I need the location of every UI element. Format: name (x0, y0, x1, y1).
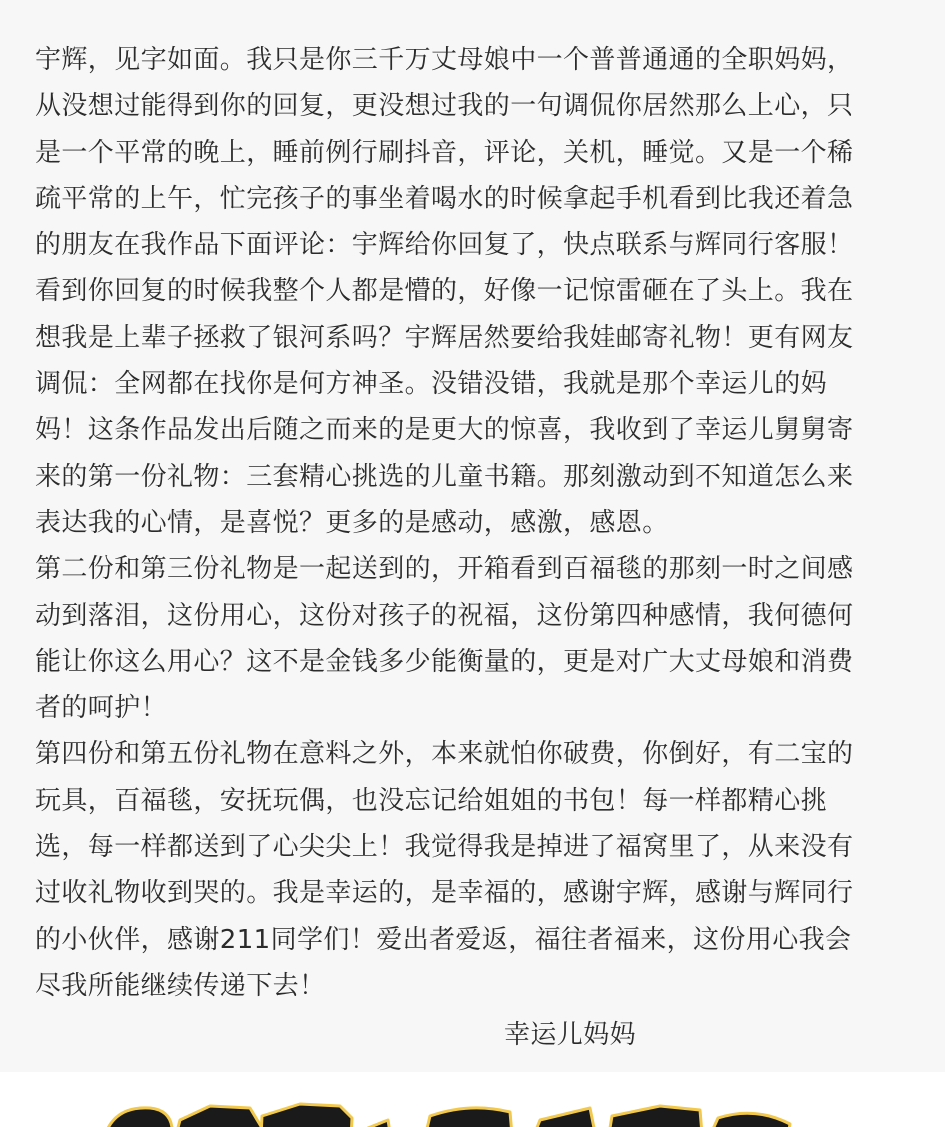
letter-line: 妈！这条作品发出后随之而来的是更大的惊喜，我收到了幸运儿舅舅寄 (35, 415, 854, 446)
letter-line: 的朋友在我作品下面评论：宇辉给你回复了，快点联系与辉同行客服！ (35, 230, 854, 261)
letter-line: 的小伙伴，感谢211同学们！爱出者爱返，福往者福来，这份用心我会 (35, 924, 852, 955)
letter-line: 从没想过能得到你的回复，更没想过我的一句调侃你居然那么上心，只 (35, 91, 854, 122)
letter-line: 玩具，百福毯，安抚玩偶，也没忘记给姐姐的书包！每一样都精心挑 (35, 785, 828, 816)
letter-line: 者的呵护！ (35, 693, 168, 724)
letter-line: 动到落泪，这份用心，这份对孩子的祝福，这份第四种感情，我何德何 (35, 600, 854, 631)
letter-line: 表达我的心情，是喜悦？更多的是感动，感激，感恩。 (35, 507, 669, 538)
letter-line: 是一个平常的晚上，睡前例行刷抖音，评论，关机，睡觉。又是一个稀 (35, 137, 854, 168)
letter-line: 调侃：全网都在找你是何方神圣。没错没错，我就是那个幸运儿的妈 (35, 369, 828, 400)
cropped-banner-strokes (0, 1098, 945, 1127)
letter-line: 过收礼物收到哭的。我是幸运的，是幸福的，感谢宇辉，感谢与辉同行 (35, 878, 854, 909)
letter-line: 选，每一样都送到了心尖尖上！我觉得我是掉进了福窝里了，从来没有 (35, 832, 854, 863)
letter-line: 能让你这么用心？这不是金钱多少能衡量的，更是对广大丈母娘和消费 (35, 646, 854, 677)
letter-line: 第四份和第五份礼物在意料之外，本来就怕你破费，你倒好，有二宝的 (35, 739, 854, 770)
letter-line: 疏平常的上午，忙完孩子的事坐着喝水的时候拿起手机看到比我还着急 (35, 183, 854, 214)
letter-line: 想我是上辈子拯救了银河系吗？宇辉居然要给我娃邮寄礼物！更有网友 (35, 322, 854, 353)
letter-line: 来的第一份礼物：三套精心挑选的儿童书籍。那刻激动到不知道怎么来 (35, 461, 854, 492)
letter-signature: 幸运儿妈妈 (504, 1020, 637, 1050)
letter-line: 尽我所能继续传递下去！ (35, 970, 326, 1001)
letter-line: 宇辉，见字如面。我只是你三千万丈母娘中一个普普通通的全职妈妈， (35, 45, 854, 75)
letter-line: 看到你回复的时候我整个人都是懵的，好像一记惊雷砸在了头上。我在 (35, 276, 854, 307)
letter-body (35, 37, 915, 1009)
cropped-banner-graphic (0, 1098, 945, 1127)
letter-line: 第二份和第三份礼物是一起送到的，开箱看到百福毯的那刻一时之间感 (35, 554, 854, 585)
